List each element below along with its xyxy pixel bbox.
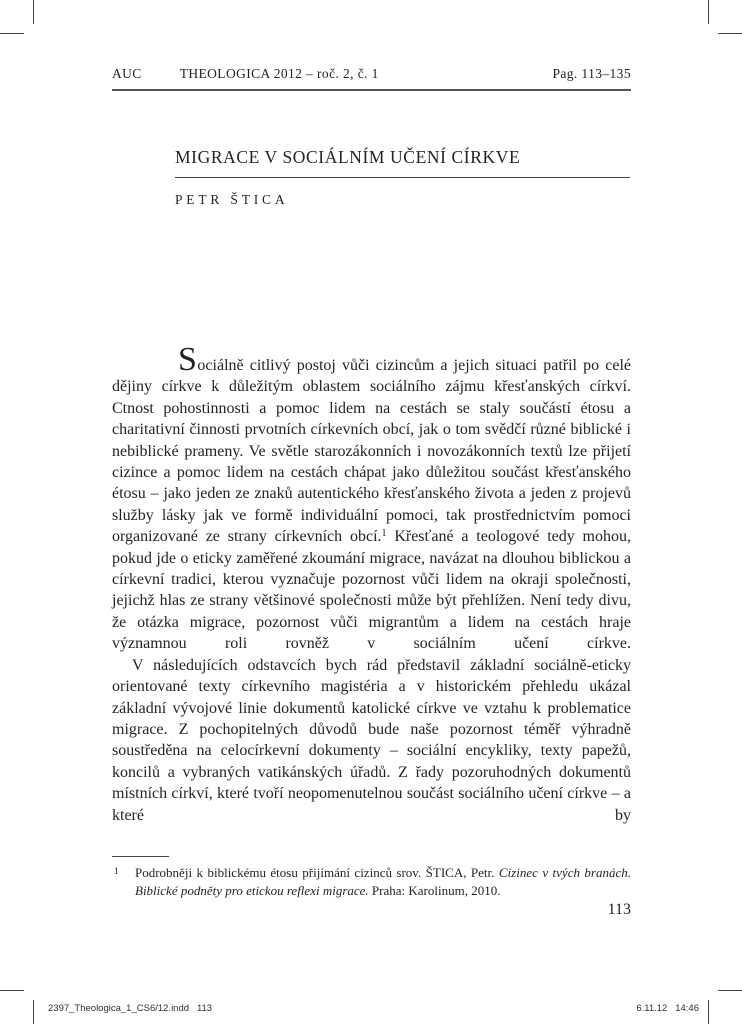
- running-head: [112, 66, 631, 91]
- paragraph-2: V následujících odstavcích bych rád představil základní sociálně-eticky orientované texty církevního magistéria a v historickém přehledu ukázal základní vývojové linie dokumentů katolické církve ve vztahu k problematice migrace. Z pochopitelných důvodů bude naše pozornost téměř výhradně soustředěna na celocírkevní dokumenty – sociální encykliky, texty papežů, koncilů a vybraných vatikánských úřadů. Z řady pozoruhodných dokumentů místních církví, které tvoří neopomenutelnou součást sociálního učení církve – a které by: [112, 656, 631, 824]
- paragraph-1: [112, 341, 632, 655]
- paragraph-1-continuation: Křesťané a teologové tedy mohou, pokud jde o eticky zaměřené zkoumání migrace, navázat na dlouhou biblickou a církevní tradici, kterou vyznačuje pozornost vůči lidem na okraji společnosti, jejichž hlas ze strany většinové společnosti může být přehlížen. Není tedy divu, že otázka migrace, pozornost vůči migrantům a lidem na cestách hraje významnou roli rovněž v sociálním učení církve.: [112, 528, 632, 653]
- title-block: [175, 147, 631, 208]
- footnote-marker: 1: [114, 867, 119, 877]
- title-divider-rule: [175, 177, 630, 178]
- crop-mark-bottom-right-horizontal: [718, 990, 742, 991]
- article-author: PETR ŠTICA: [175, 192, 289, 207]
- footnote: [112, 864, 631, 899]
- article-body: [112, 341, 632, 826]
- crop-mark-top-left-vertical: [33, 0, 34, 24]
- crop-mark-bottom-left-horizontal: [0, 990, 24, 991]
- article-title: MIGRACE V SOCIÁLNÍM UČENÍ CÍRKVE: [175, 147, 521, 167]
- footnote-separator-rule: [112, 856, 169, 857]
- initial-capital: S: [178, 341, 198, 378]
- paragraph-1-text: ociálně citlivý postoj vůči cizincům a jejich situaci patřil po celé dějiny církve k důležitým oblastem sociálního zájmu křesťanských církví. Ctnost pohostinnosti a pomoc lidem na cestách se staly součástí étosu a charitativní činnosti prvotních církevních obcí, jak o tom svědčí různé biblické i nebiblické prameny. Ve světle starozákonních i novozákonních textů lze přijetí cizince a pomoc lidem na cestách chápat jako důležitou součást křesťanského étosu – jako jeden ze znaků autentického křesťanského života a jeden z projevů služby lásky jak ve formě individuální pomoci, tak prostřednictvím pomoci organizované ze strany církevních obcí.: [112, 357, 631, 546]
- crop-mark-top-right-horizontal: [718, 33, 742, 34]
- footnote-text: Podrobněji k biblickému étosu přijímání cizinců srov. ŠTICA, Petr.: [135, 865, 499, 880]
- journal-abbreviation: AUC: [112, 66, 142, 81]
- footnote-text-italic: Cizinec v tvých branách. Biblické podněty pro etickou reflexi migrace.: [135, 865, 632, 898]
- page-number: 113: [607, 901, 631, 918]
- crop-mark-top-right-vertical: [708, 0, 709, 24]
- crop-mark-top-left-horizontal: [0, 33, 24, 34]
- print-job-filename: 2397_Theologica_1_CS6/12.indd 113: [48, 1003, 213, 1014]
- journal-volume-info: THEOLOGICA 2012 – roč. 2, č. 1: [179, 66, 379, 81]
- print-timestamp: 6.11.12 14:46: [636, 1003, 699, 1014]
- crop-mark-bottom-right-vertical: [708, 1000, 709, 1024]
- footnote-reference: 1: [381, 528, 387, 540]
- footnote-text-end: Praha: Karolinum, 2010.: [368, 882, 501, 898]
- pagination-range: Pag. 113–135: [552, 66, 631, 81]
- crop-mark-bottom-left-vertical: [33, 1000, 34, 1024]
